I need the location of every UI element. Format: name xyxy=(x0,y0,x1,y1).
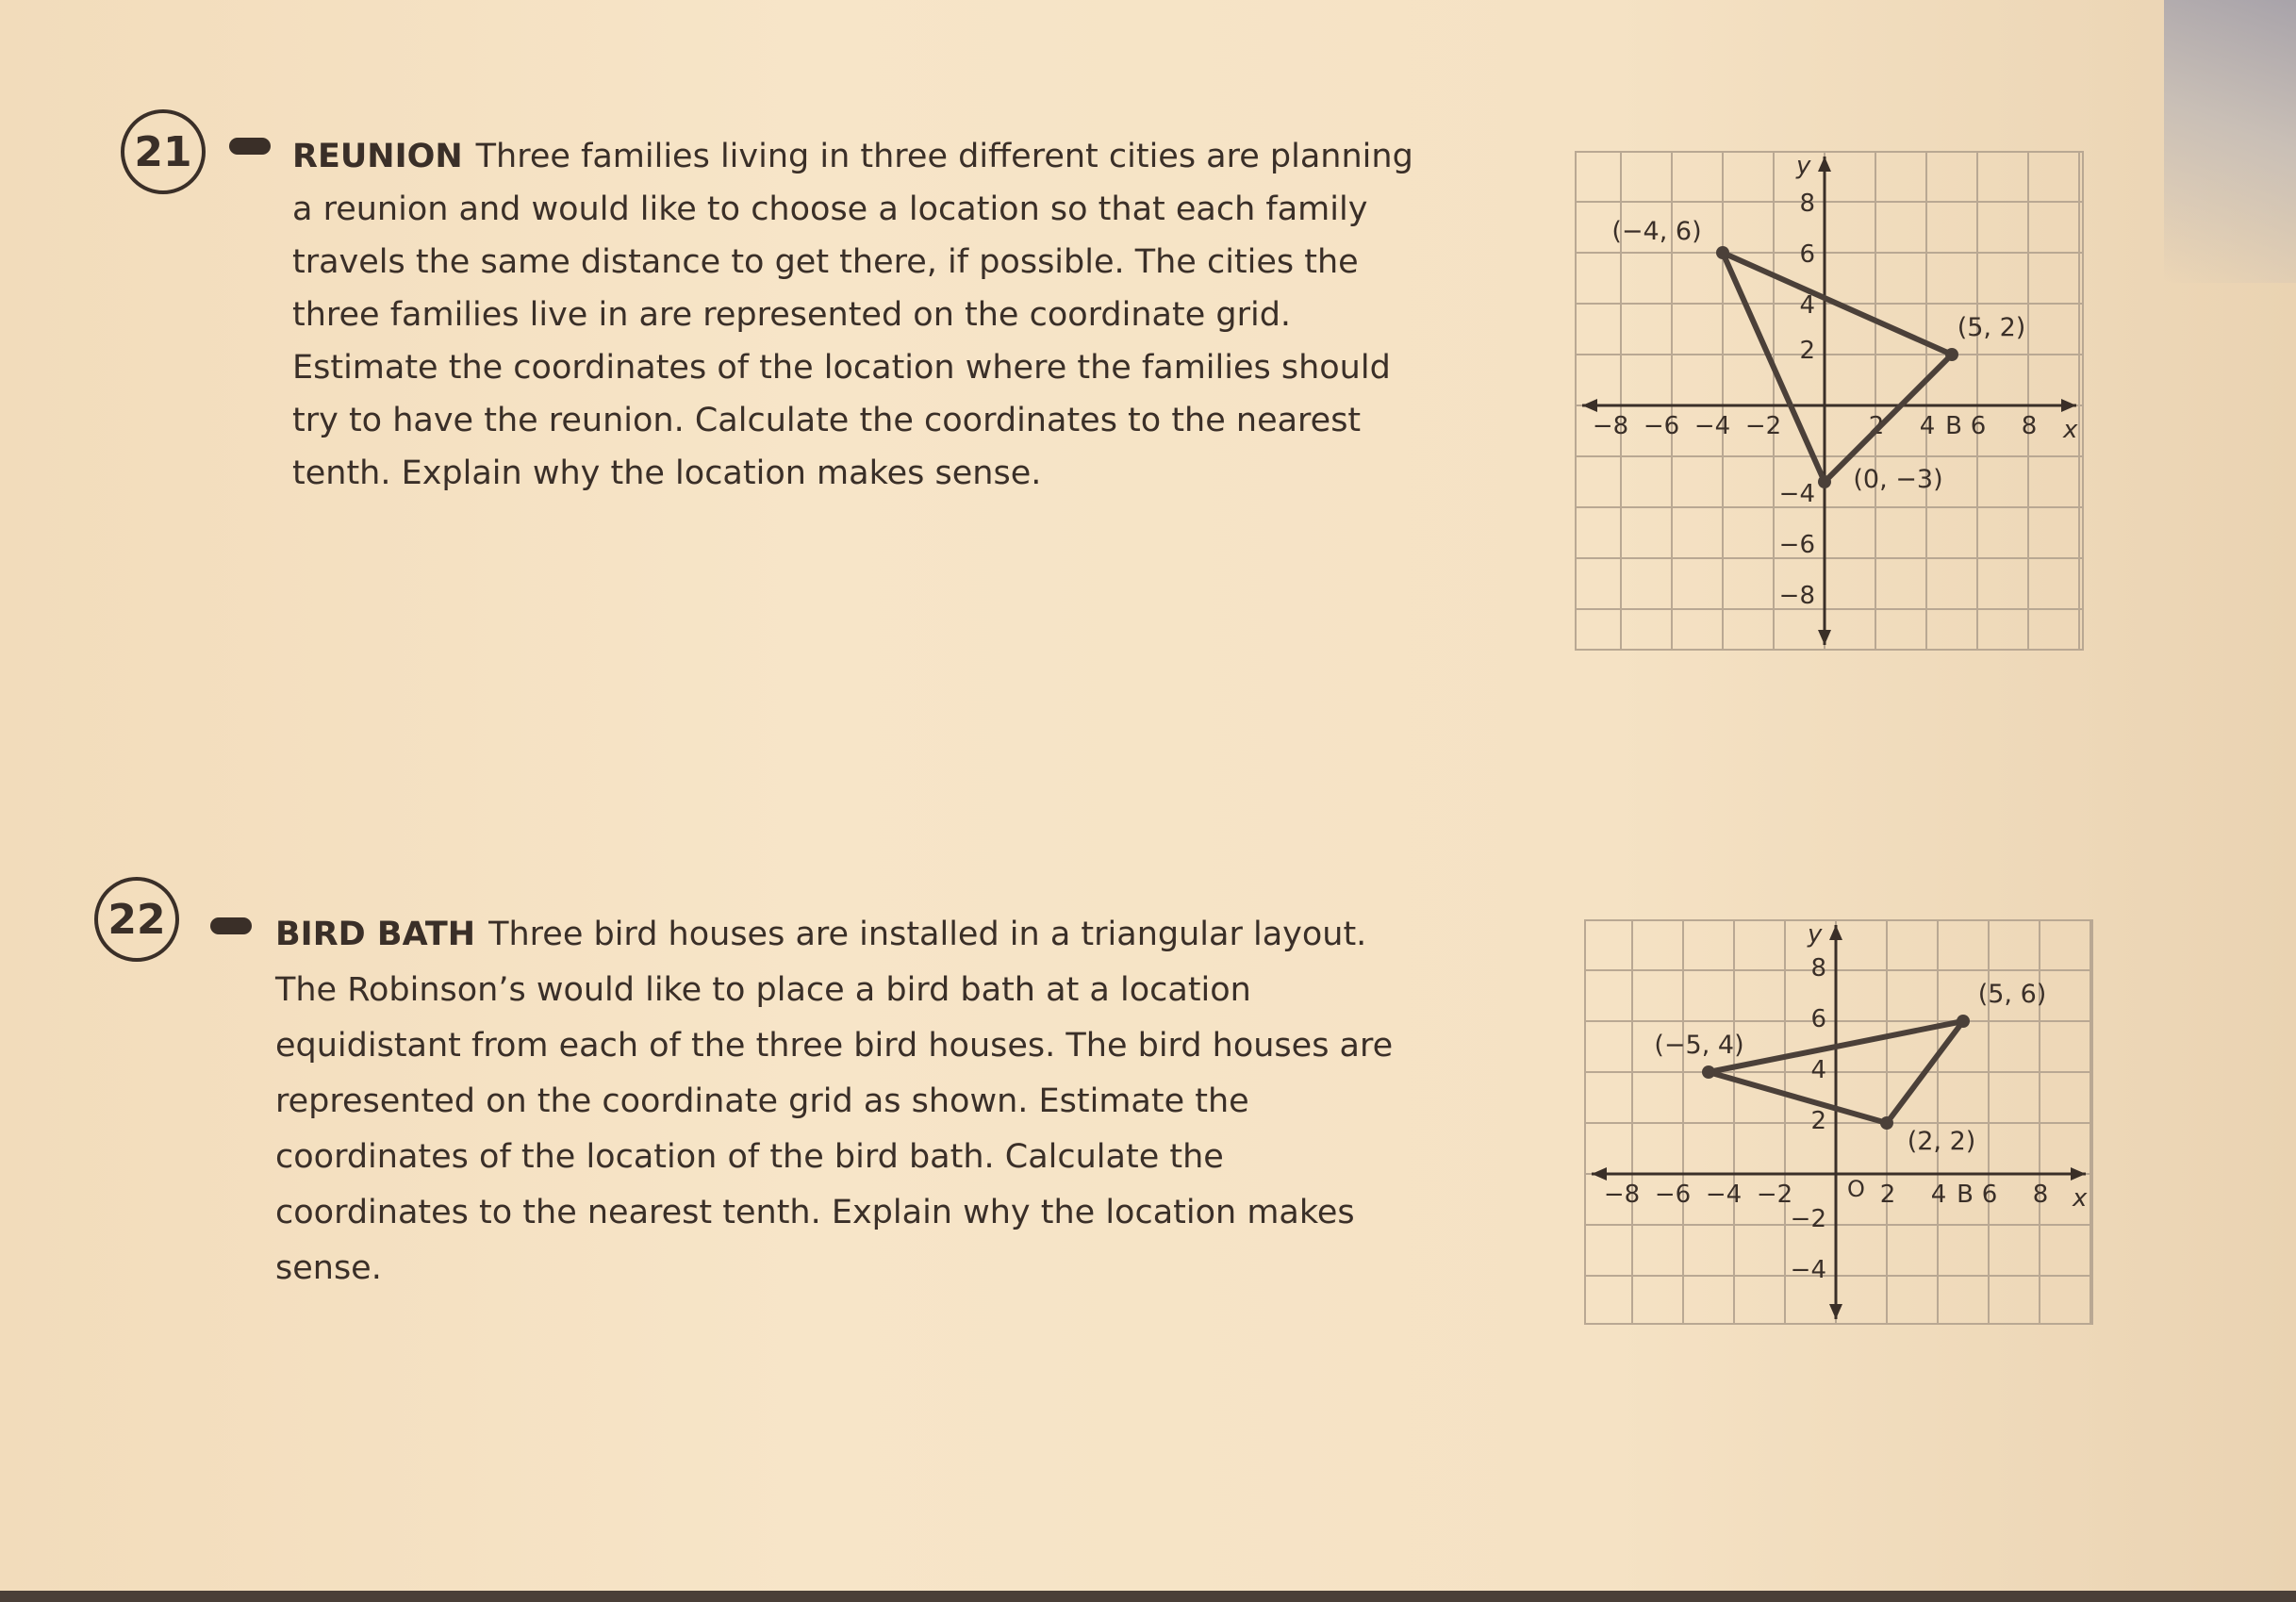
triangle-shape xyxy=(1723,253,1952,482)
vertex-label: (0, −3) xyxy=(1853,465,1943,494)
x-axis-left-arrow-icon xyxy=(1592,1167,1607,1181)
x-tick-label: −6 xyxy=(1654,1181,1692,1209)
vertex-point xyxy=(1945,348,1958,361)
x-tick-label: B xyxy=(1957,1181,1974,1209)
vertex-point xyxy=(1957,1015,1970,1028)
problem-21-body: Three families living in three different cities are planning a reunion and would like to choose a location so that each family travels the same distance to get there, if possible. The cities the three families live in are represented on the coordinate grid. Estimate the coordinates of the location where the families should try to have the reunion. Calculate the coordinates to the nearest tenth. Explain why the location makes sense. xyxy=(292,138,1413,492)
x-tick-label: 4 xyxy=(1919,412,1936,440)
problem-21-number xyxy=(121,109,206,194)
y-tick-label: 4 xyxy=(1799,291,1815,320)
y-axis-bottom-arrow-icon xyxy=(1818,630,1831,645)
problem-21-number-text: 21 xyxy=(134,127,192,176)
x-tick-label: −4 xyxy=(1693,412,1731,440)
vertex-point xyxy=(1818,475,1831,488)
problem-21-title: REUNION xyxy=(292,138,463,175)
y-axis-arrow-icon xyxy=(1829,925,1842,940)
x-tick-label: −6 xyxy=(1643,412,1680,440)
x-tick-label: 6 xyxy=(1981,1181,1998,1209)
y-tick-label: 6 xyxy=(1799,240,1815,269)
y-tick-label: 2 xyxy=(1799,337,1815,365)
page-bottom-edge xyxy=(0,1591,2296,1602)
vertex-label: (2, 2) xyxy=(1907,1127,1976,1156)
origin-label: O xyxy=(1847,1176,1865,1202)
x-tick-label: 2 xyxy=(1868,412,1885,440)
x-tick-label: −2 xyxy=(1756,1181,1793,1209)
y-tick-label: −6 xyxy=(1778,531,1815,559)
problem-22-body: Three bird houses are installed in a triangular layout. The Robinson’s would like to place a bird bath at a location equidistant from each of the three bird houses. The bird houses are represented on the coordinate grid as shown. Estimate the coordinates of the location of the bird bath. Calculate the coordinates to the nearest tenth. Explain why the location makes sense. xyxy=(275,916,1394,1287)
x-tick-label: 8 xyxy=(2021,412,2038,440)
problem-21-bullet-icon xyxy=(229,138,271,155)
problem-22-bullet-icon xyxy=(210,917,252,934)
problem-22-number xyxy=(94,877,179,962)
vertex-label: (−5, 4) xyxy=(1654,1031,1744,1060)
x-tick-label: 6 xyxy=(1970,412,1987,440)
x-axis-arrow-icon xyxy=(2061,399,2076,412)
problem-22-graph-svg xyxy=(1584,919,2093,1325)
problem-21-text xyxy=(292,130,1443,500)
y-tick-label: 2 xyxy=(1810,1107,1826,1135)
x-tick-label: 4 xyxy=(1930,1181,1947,1209)
y-tick-label: −4 xyxy=(1778,480,1815,508)
y-tick-label: −8 xyxy=(1778,582,1815,610)
y-tick-label: 6 xyxy=(1810,1005,1826,1033)
x-axis-label: x xyxy=(2063,416,2078,444)
vertex-label: (5, 6) xyxy=(1977,980,2047,1009)
vertex-label: (5, 2) xyxy=(1957,313,2026,342)
y-axis-label: y xyxy=(1808,920,1823,949)
x-tick-label: B xyxy=(1945,412,1962,440)
y-tick-label: −4 xyxy=(1790,1256,1826,1284)
x-tick-label: −8 xyxy=(1603,1181,1641,1209)
x-tick-label: −2 xyxy=(1744,412,1782,440)
vertex-point xyxy=(1702,1065,1715,1079)
problem-22-title: BIRD BATH xyxy=(275,916,476,953)
x-axis-label: x xyxy=(2073,1184,2088,1213)
y-tick-label: 8 xyxy=(1799,190,1815,218)
vertex-point xyxy=(1880,1116,1893,1130)
y-tick-label: 8 xyxy=(1810,954,1826,983)
x-tick-label: −8 xyxy=(1592,412,1629,440)
x-tick-label: 8 xyxy=(2032,1181,2049,1209)
x-axis-left-arrow-icon xyxy=(1582,399,1597,412)
vertex-point xyxy=(1716,246,1729,259)
problem-21-graph-svg xyxy=(1575,151,2084,651)
x-tick-label: −4 xyxy=(1705,1181,1743,1209)
y-axis-bottom-arrow-icon xyxy=(1829,1304,1842,1319)
problem-21-coordinate-grid xyxy=(1575,151,2084,654)
y-axis-arrow-icon xyxy=(1818,157,1831,172)
y-tick-label: 4 xyxy=(1810,1056,1826,1084)
problem-22-text xyxy=(275,907,1426,1296)
problem-22-coordinate-grid xyxy=(1584,919,2093,1329)
problem-22-number-text: 22 xyxy=(107,895,166,944)
y-tick-label: −2 xyxy=(1790,1205,1826,1233)
x-axis-arrow-icon xyxy=(2071,1167,2086,1181)
x-tick-label: 2 xyxy=(1879,1181,1896,1209)
page-shadow xyxy=(2164,0,2296,283)
vertex-label: (−4, 6) xyxy=(1611,217,1702,246)
y-axis-label: y xyxy=(1796,152,1811,180)
